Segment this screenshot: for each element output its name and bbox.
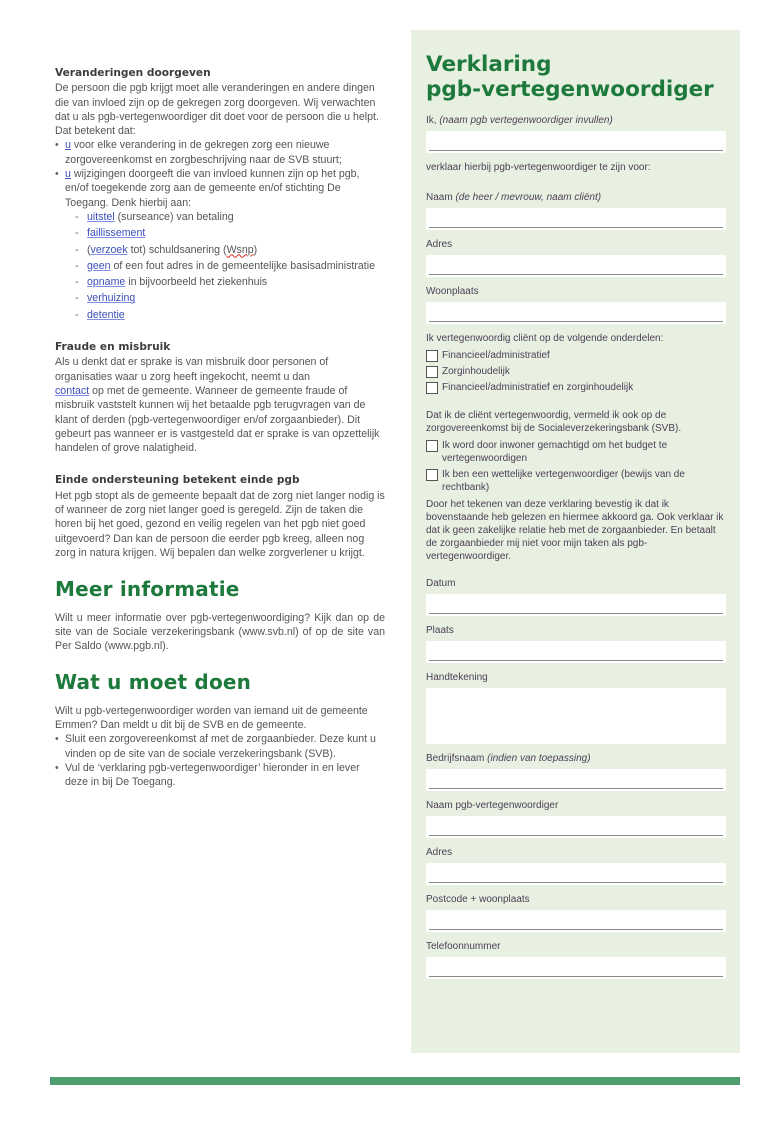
link-detentie[interactable]: detentie: [87, 308, 125, 321]
telefoon-field[interactable]: [426, 957, 726, 979]
verklaar-text: verklaar hierbij pgb-vertegenwoordiger te zijn voor:: [426, 162, 651, 173]
heading-einde: Einde ondersteuning betekent einde pgb: [55, 474, 300, 487]
link-uitstel[interactable]: uitstel: [87, 210, 115, 223]
naam-client-label: Naam (de heer / mevrouw, naam cliënt): [426, 192, 602, 203]
denk-hierbij-list: [65, 210, 385, 322]
section-einde: [55, 473, 385, 560]
link-verhuizing[interactable]: verhuizing: [87, 292, 136, 305]
list-item: • u wijzigingen doorgeeft die van invloed kunnen zijn op het pgb, en/of toegekende zorg aan de gemeente en/of stichting De Toegang. Denk hierbij aan: - uitstel (surseance) van betaling - faillissement - (verzoek tot) schuldsanering (Wsnp) - geen of een fout adres in de gemeentelijke basisadministratie - opname in bijvoorbeeld het ziekenhuis - verhuizing - detentie: [55, 167, 385, 322]
list-item: - geen of een fout adres in de gemeentelijke basisadministratie: [75, 259, 385, 273]
section-wat-u-moet-doen: [55, 670, 385, 789]
list-item: - opname in bijvoorbeeld het ziekenhuis: [75, 275, 385, 289]
meer-informatie-text: Wilt u meer informatie over pgb-vertegenwoordiging? Kijk dan op de site van de Sociale verzekeringsbank (www.svb.nl) of op de site van Per Saldo (www.pgb.nl).: [55, 611, 385, 653]
checkbox-beide[interactable]: Financieel/administratief en zorginhoudelijk: [426, 381, 726, 394]
naam-pgb-label: Naam pgb-vertegenwoordiger: [426, 800, 559, 811]
list-item: • Sluit een zorgovereenkomst af met de zorgaanbieder. Deze kunt u vinden op de site van de sociale verzekeringsbank (SVB).: [55, 732, 385, 761]
info-column: [55, 66, 385, 789]
ik-label: Ik, (naam pgb vertegenwoordiger invullen): [426, 115, 613, 126]
naam-pgb-field[interactable]: [426, 816, 726, 838]
section-veranderingen: [55, 66, 385, 322]
checkbox[interactable]: [426, 469, 438, 481]
postcode-field[interactable]: [426, 910, 726, 932]
list-item: • Vul de ‘verklaring pgb-vertegenwoordiger’ hieronder in en lever deze in bij De Toegang.: [55, 761, 385, 790]
checkbox[interactable]: [426, 382, 438, 394]
checkbox-financieel[interactable]: Financieel/administratief: [426, 349, 726, 362]
verklaring-form-panel: [411, 30, 740, 1053]
verklaring-form: [426, 52, 726, 987]
list-item: [75, 291, 385, 305]
checkbox-wettelijk[interactable]: Ik ben een wettelijke vertegenwoordiger (bewijs van de rechtbank): [426, 468, 726, 494]
section-meer-informatie: [55, 577, 385, 653]
datum-field[interactable]: [426, 594, 726, 616]
telefoon-label: Telefoonnummer: [426, 941, 501, 952]
form-title: Verklaring pgb-vertegenwoordiger: [426, 52, 714, 102]
checkbox[interactable]: [426, 350, 438, 362]
link-geen[interactable]: geen: [87, 259, 111, 272]
list-item: - (verzoek tot) schuldsanering (Wsnp): [75, 243, 385, 257]
adres-label: Adres: [426, 239, 453, 250]
woonplaats-label: Woonplaats: [426, 286, 479, 297]
checkbox-zorginhoudelijk[interactable]: Zorginhoudelijk: [426, 365, 726, 378]
list-item: [75, 308, 385, 322]
wat-intro: Wilt u pgb-vertegenwoordiger worden van iemand uit de gemeente Emmen? Dan meldt u dit bij de SVB en de gemeente.: [55, 704, 368, 731]
woonplaats-field[interactable]: [426, 302, 726, 324]
checkbox[interactable]: [426, 366, 438, 378]
link-contact[interactable]: contact: [55, 384, 90, 397]
link-verzoek[interactable]: verzoek: [90, 243, 128, 256]
footer-bar: [50, 1077, 740, 1085]
heading-veranderingen: Veranderingen doorgeven: [55, 67, 211, 79]
heading-fraude: Fraude en misbruik: [55, 341, 171, 354]
adres-field[interactable]: [426, 255, 726, 277]
list-item: - uitstel (surseance) van betaling: [75, 210, 385, 224]
list-item: [75, 226, 385, 240]
link-opname[interactable]: opname: [87, 276, 126, 289]
section-fraude: [55, 340, 385, 455]
checkbox[interactable]: [426, 440, 438, 452]
heading-meer-informatie: Meer informatie: [55, 577, 240, 602]
list-item: • u voor elke verandering in de gekregen zorg een nieuwe zorgovereenkomst en zorgbeschrijving naar de SVB stuurt;: [55, 138, 385, 167]
postcode-label: Postcode + woonplaats: [426, 894, 530, 905]
heading-wat-u-moet-doen: Wat u moet doen: [55, 670, 252, 695]
bedrijfsnaam-field[interactable]: [426, 769, 726, 791]
adres2-label: Adres: [426, 847, 453, 858]
link-faillissement[interactable]: faillissement: [87, 227, 146, 240]
naam-client-field[interactable]: [426, 208, 726, 230]
datum-label: Datum: [426, 578, 456, 589]
plaats-field[interactable]: [426, 641, 726, 663]
wat-list: [55, 732, 385, 789]
onderdelen-label: Ik vertegenwoordig cliënt op de volgende onderdelen:: [426, 333, 664, 344]
einde-text: Het pgb stopt als de gemeente bepaalt dat de zorg niet langer nodig is of wanneer de zorg niet langer goed is geregeld. Zijn de taken die horen bij het goed, gezond en veilig regelen van het pgb niet goed uitgevoerd? Dan kan de persoon die eerder pgb kreeg, alleen nog zorg in natura krijgen. Wij bepalen dan welke zorgverlener u krijgt.: [55, 489, 385, 559]
checkbox-gemachtigd[interactable]: Ik word door inwoner gemachtigd om het budget te vertegenwoordigen: [426, 439, 726, 465]
veranderingen-intro: De persoon die pgb krijgt moet alle veranderingen en andere dingen die van invloed zijn op de gekregen zorg doorgeven. Wij verwachten dat u als pgb-vertegenwoordiger dit doet voor de persoon die u helpt. Dat betekent dat:: [55, 82, 379, 138]
veranderingen-list: [55, 138, 385, 322]
fraude-text: Als u denkt dat er sprake is van misbruik door personen of organisaties waar u zorg heeft ingekocht, neemt u dan contact op met de gemeente. Wanneer de gemeente fraude of misbruik vaststelt kunnen wij het betaalde pgb terugvragen van de klant of derden (pgb-vertegenwoordiger en/of zorgaanbieder). Dit gebeurt pas wanneer er is vastgesteld dat er sprake is van opzettelijk handelen of grove nalatigheid.: [55, 356, 380, 455]
handtekening-label: Handtekening: [426, 672, 488, 683]
vertegenwoordiger-name-field[interactable]: [426, 131, 726, 153]
bedrijfsnaam-label: Bedrijfsnaam (indien van toepassing): [426, 753, 591, 764]
handtekening-field[interactable]: [426, 688, 726, 744]
declaration-text: Door het tekenen van deze verklaring bevestig ik dat ik bovenstaande heb gelezen en hiermee akkoord ga. Ook verklaar ik dat ik geen zakelijke relatie heb met de zorgaanbieder. En betaalt de zorgaanbieder mij niet voor mijn taken als pgb-vertegenwoordiger.: [426, 499, 724, 562]
svb-text: Dat ik de cliënt vertegenwoordig, vermeld ik ook op de zorgovereenkomst bij de Socialeverzekeringsbank (SVB).: [426, 410, 682, 434]
adres2-field[interactable]: [426, 863, 726, 885]
plaats-label: Plaats: [426, 625, 454, 636]
